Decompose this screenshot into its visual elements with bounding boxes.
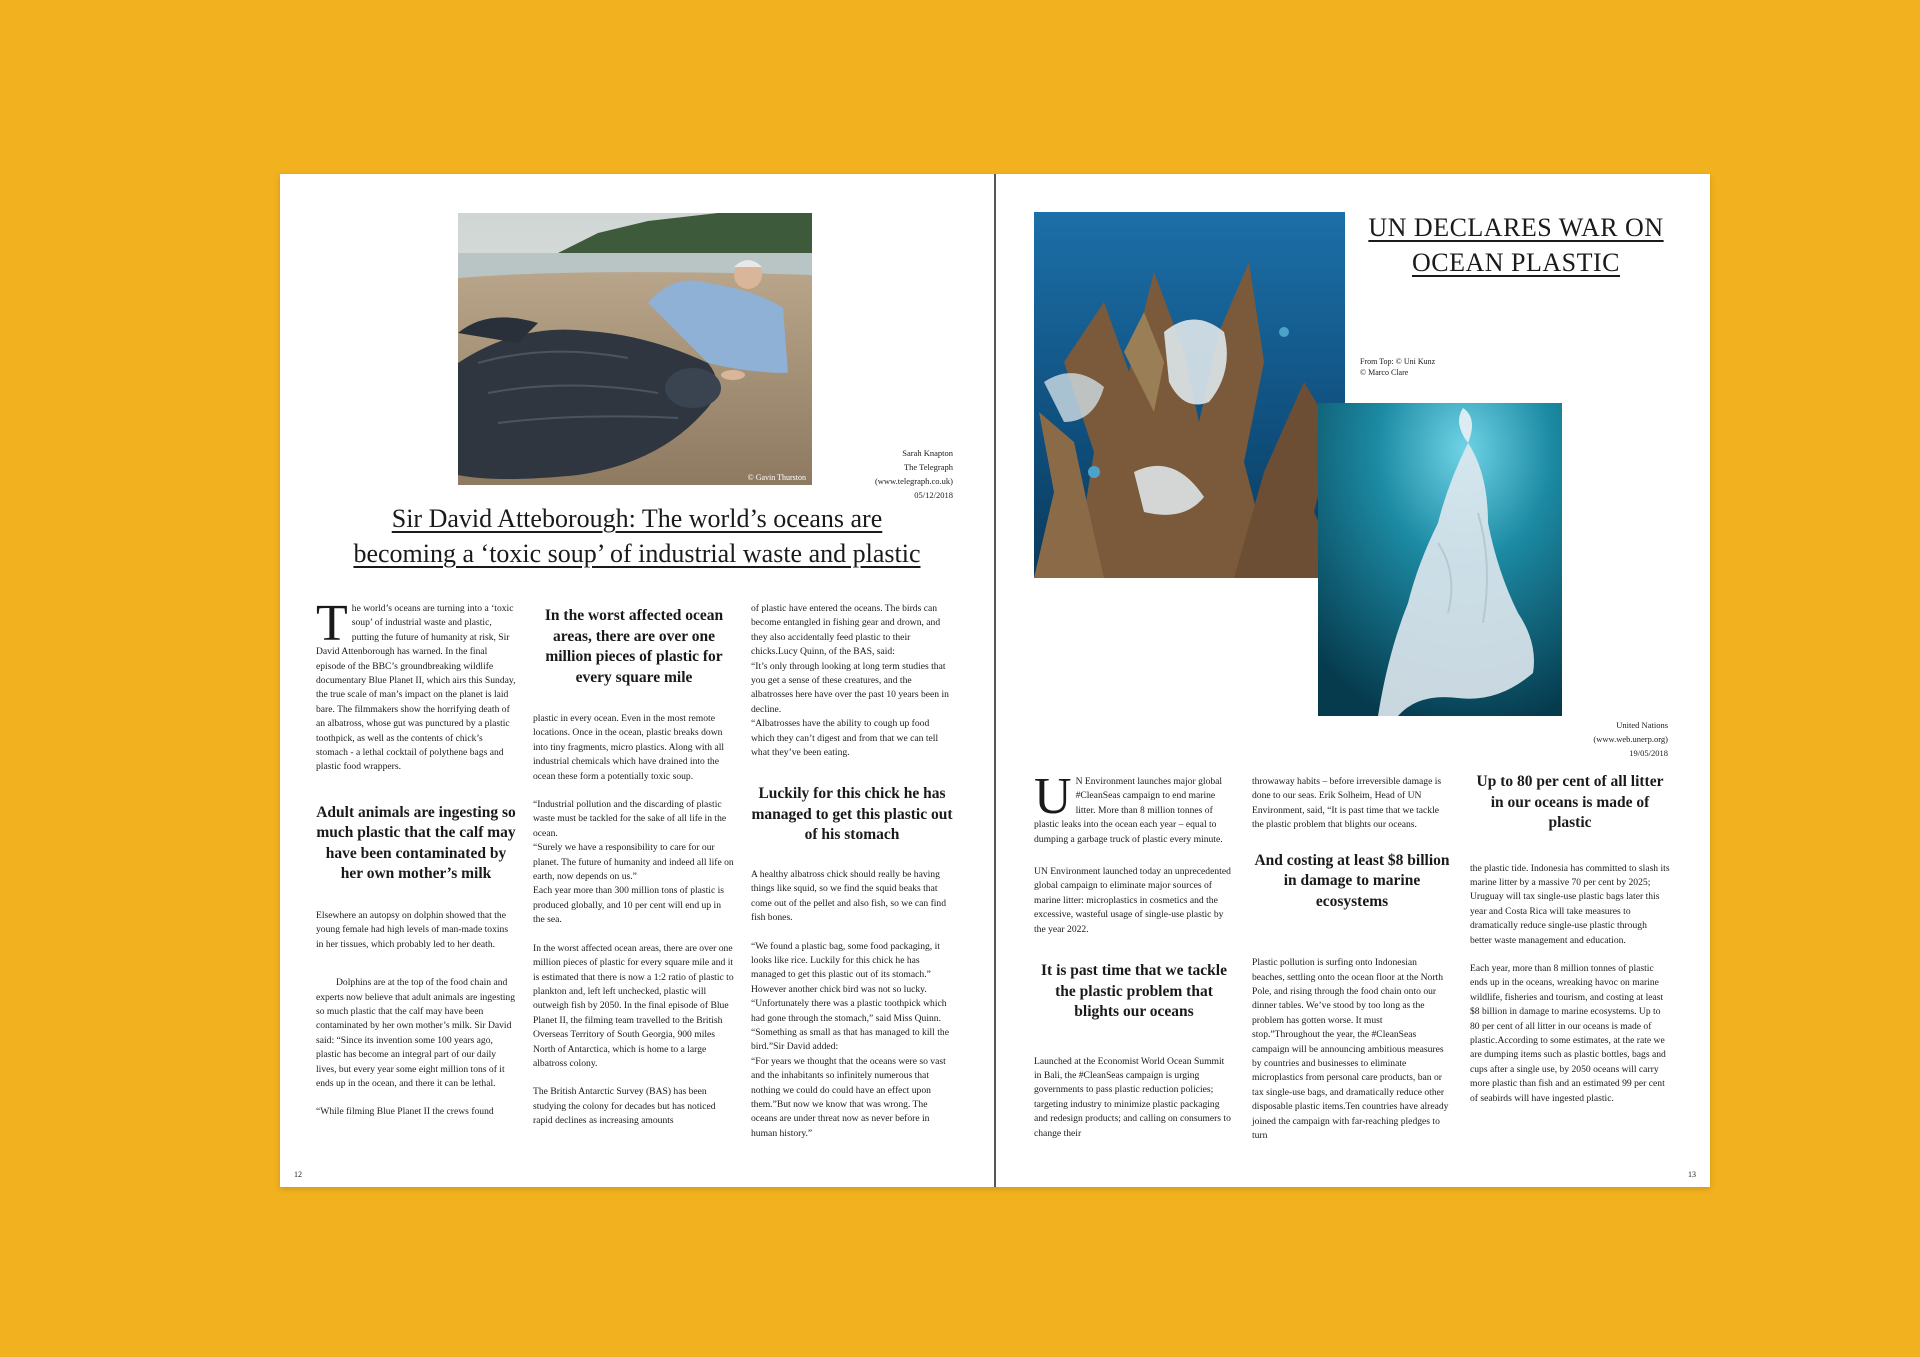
byline-url: (www.telegraph.co.uk) — [874, 476, 953, 486]
paragraph: Each year, more than 8 million tonnes of plastic ends up in the oceans, wreaking havoc on marine wildlife, fisheries and tourism, and costing at least $8 billion in damage to marine ecosystems. Up to 80 per cent of all litter in our oceans is made of plastic.According to some estimates, at the rate we are dumping items such as plastic bottles, bags and cups after a single use, by 2050 oceans will carry more plastic than fish and an estimated 99 per cent of seabirds will have ingested plastic. — [1470, 962, 1666, 1104]
turtle-photo — [458, 213, 812, 485]
left-column-3 — [751, 602, 953, 1141]
headline-line-2: becoming a ‘toxic soup’ of industrial waste and plastic — [353, 539, 921, 568]
byline-date: 19/05/2018 — [1629, 748, 1668, 758]
photo-caption: From Top: © Uni Kunz © Marco Clare — [1360, 357, 1436, 377]
byline — [1556, 718, 1668, 760]
article-headline — [300, 501, 974, 571]
paragraph: “Industrial pollution and the discarding of plastic waste must be tackled for the sake of all life in the ocean. — [533, 799, 727, 839]
paragraph: Elsewhere an autopsy on dolphin showed that the young female had high levels of man-made toxins in her tissues, which probably led to her death. — [316, 909, 509, 950]
paragraph: plastic in every ocean. Even in the most remote locations. Once in the ocean, plastic breaks down into tiny fragments, micro plastics. Along with all industrial chemicals which have drained into the ocean these form a potentially toxic soup. — [533, 713, 725, 782]
byline-author: Sarah Knapton — [902, 448, 953, 458]
paragraph: throwaway habits – before irreversible damage is done to our seas. Erik Solheim, Head of UN Environment, said, “It is past time that we tackle the plastic problem that blights our oceans. — [1252, 776, 1442, 831]
left-page — [280, 174, 994, 1187]
byline-publication: The Telegraph — [903, 462, 953, 472]
headline-line-1: Sir David Atteborough: The world’s oceans are — [391, 504, 883, 533]
right-page — [996, 174, 1710, 1187]
pull-quote: Luckily for this chick he has managed to get this plastic out of his stomach — [751, 785, 953, 844]
paragraph: In the worst affected ocean areas, there are over one million pieces of plastic for every square mile and it is estimated that there is now a 1:2 ratio of plastic to plankton and, left left unchecked, plastic will outweigh fish by 2050. In the final episode of Blue Planet II, the filming team travelled to the British Overseas Territory of South Georgia, 900 miles North of Antarctica, which is home to a large albatross colony. — [533, 942, 734, 1069]
left-column-2 — [533, 602, 735, 1129]
paragraph: “For years we thought that the oceans were so vast and the inhabitants so infinitely numerous that nothing we could do could have an effect upon them.”But now we know that was wrong. The oceans are under threat now as never before in human history.” — [751, 1055, 946, 1139]
paragraph: “While filming Blue Planet II the crews found — [316, 1106, 494, 1118]
article-title — [1356, 210, 1676, 280]
coral-photo — [1034, 212, 1345, 578]
photo-credit: © Gavin Thurston — [747, 473, 806, 482]
plastic-bag-photo — [1318, 403, 1562, 716]
paragraph: “Albatrosses have the ability to cough up food which they can’t digest and from that we can tell what they’ve been eating. — [751, 718, 939, 759]
page-number-right: 13 — [1688, 1170, 1696, 1179]
drop-cap: U — [1034, 768, 1072, 825]
right-column-1 — [1034, 768, 1234, 1141]
intro-paragraph: U N Environment launches major global #CleanSeas campaign to end marine litter. More than 8 million tonnes of plastic leaks into the ocean each year – equal to dumping a garbage truck of plastic every minute. — [1034, 768, 1223, 845]
byline-url: (www.web.unerp.org) — [1593, 734, 1668, 744]
magazine-spread — [280, 174, 1710, 1187]
paragraph: the plastic tide. Indonesia has committed to slash its marine litter by a massive 70 per cent by 2025; Uruguay will tax single-use plastic bags later this year and Costa Rica will take measures to dramatically reduce single-use plastic through better waste management and education. — [1470, 862, 1670, 946]
byline — [840, 446, 953, 502]
title-line-2: OCEAN PLASTIC — [1411, 248, 1620, 277]
pull-quote: In the worst affected ocean areas, there are over one million pieces of plastic for every square mile — [544, 607, 724, 686]
paragraph: “Surely we have a responsibility to care for our planet. The future of humanity and indeed all life on earth, now depends on us.” — [533, 842, 734, 883]
intro-paragraph: The world’s oceans are turning into a ‘toxic soup’ of industrial waste and plastic, putting the future of humanity at risk, Sir David Attenborough has warned. In the final episode of the BBC’s groundbreaking wildlife documentary Blue Planet II, which airs this Sunday, the true scale of man’s impact on the planet is laid bare. The filmmakers show the horrifying death of an albatross, whose gut was punctured by a plastic toothpick, as well as the contents of chick’s stomach - a lethal cocktail of polythene bags and plastic food wrappers. — [316, 595, 516, 773]
paragraph: The British Antarctic Survey (BAS) has been studying the colony for decades but has noticed rapid declines as increasing amounts — [533, 1086, 716, 1127]
right-column-3 — [1470, 772, 1670, 1106]
paragraph: “We found a plastic bag, some food packaging, it looks like rice. Luckily for this chick he has managed to get this plastic out of its stomach.” However another chick bird was not so lucky. — [751, 940, 940, 995]
paragraph: Each year more than 300 million tons of plastic is produced globally, and 10 per cent will end up in the sea. — [533, 885, 725, 926]
drop-cap: T — [316, 595, 348, 652]
paragraph: Launched at the Economist World Ocean Summit in Bali, the #CleanSeas campaign is urging governments to pass plastic reduction policies; targeting industry to minimize plastic packaging and redesign products; and calling on consumers to change their — [1034, 1055, 1231, 1139]
title-line-1: UN DECLARES WAR ON — [1368, 213, 1664, 242]
byline-publication: United Nations — [1616, 720, 1668, 730]
paragraph: Dolphins are at the top of the food chain and experts now believe that adult animals are ingesting so much plastic that the calf may have been contaminated by her own mother’s milk. Sir David said: “Since its invention some 100 years ago, plastic has become an integral part of our daily lives, but every year some eight million tons of it ends up in the ocean, and there it can be lethal. — [316, 977, 516, 1089]
paragraph: “It’s only through looking at long term studies that you get a sense of these creatures, and the albatrosses here have over the past 10 years been in decline. — [751, 660, 949, 715]
paragraph: A healthy albatross chick should really be having things like squid, so we find the squid beaks that come out of the pellet and also fish, so we can find fish bones. — [751, 868, 947, 924]
pull-quote: Adult animals are ingesting so much plastic that the calf may have been contaminated by her own mother’s milk — [316, 803, 516, 883]
paragraph: “Unfortunately there was a plastic toothpick which had gone through the stomach,” said Miss Quinn. “Something as small as that has managed to kill the bird.”Sir David added: — [751, 998, 949, 1053]
paragraph: UN Environment launched today an unprecedented global campaign to eliminate major sources of marine litter: microplastics in cosmetics and the excessive, wasteful usage of single-use plastic by the year 2022. — [1034, 866, 1231, 935]
right-column-2 — [1252, 775, 1452, 1143]
page-number-left: 12 — [294, 1170, 302, 1179]
pull-quote: And costing at least $8 billion in damage to marine ecosystems — [1254, 851, 1450, 910]
left-column-1 — [316, 595, 516, 1120]
byline-date: 05/12/2018 — [914, 490, 953, 500]
pull-quote: Up to 80 per cent of all litter in our oceans is made of plastic — [1476, 773, 1664, 831]
paragraph: Plastic pollution is surfing onto Indonesian beaches, settling onto the ocean floor at the North Pole, and rising through the food chain onto our dinner tables. We’ve stood by too long as the problem has gotten worse. It must stop.”Throughout the year, the #CleanSeas campaign will be announcing ambitious measures by countries and businesses to eliminate microplastics from personal care products, ban or tax single-use bags, and dramatically reduce other disposable plastic items.Ten countries have already joined the campaign with far-reaching pledges to turn — [1252, 957, 1449, 1141]
pull-quote: It is past time that we tackle the plastic problem that blights our oceans — [1041, 962, 1227, 1021]
paragraph: of plastic have entered the oceans. The birds can become entangled in fishing gear and drown, and they also accidentally feed plastic to their chicks.Lucy Quinn, of the BAS, said: — [751, 603, 941, 658]
